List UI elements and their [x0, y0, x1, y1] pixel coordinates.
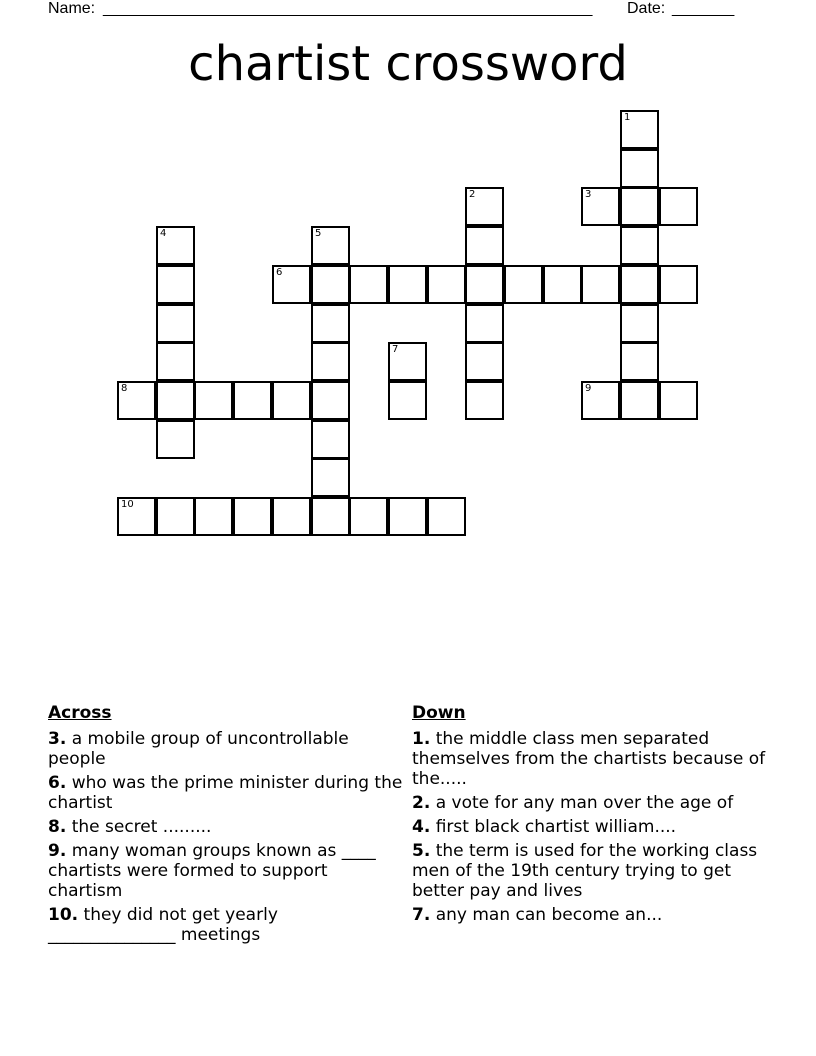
crossword-cell[interactable] [311, 458, 350, 497]
crossword-cell[interactable] [620, 149, 659, 188]
across-clues [48, 703, 406, 949]
clue-number: 7 [392, 344, 399, 355]
crossword-cell[interactable] [311, 381, 350, 420]
crossword-cell[interactable] [620, 226, 659, 265]
crossword-cell[interactable] [465, 381, 504, 420]
across-clue [48, 729, 406, 769]
clue-number: 6 [276, 267, 283, 278]
clue-number-label: 9. [48, 841, 67, 861]
clue-number-label: 10. [48, 905, 79, 925]
down-clue [412, 817, 778, 837]
clue-number-label: 3. [48, 729, 67, 749]
across-heading: Across [48, 703, 112, 723]
crossword-cell[interactable] [427, 497, 466, 536]
down-heading: Down [412, 703, 466, 723]
clue-text: first black chartist william.... [430, 817, 677, 837]
crossword-cell[interactable] [620, 110, 659, 149]
crossword-cell[interactable] [156, 342, 195, 381]
crossword-cell[interactable] [311, 226, 350, 265]
down-clue [412, 905, 778, 925]
crossword-cell[interactable] [311, 304, 350, 343]
clue-number: 10 [121, 499, 134, 510]
down-clue [412, 841, 778, 901]
crossword-cell[interactable] [620, 381, 659, 420]
crossword-cell[interactable] [156, 497, 195, 536]
crossword-cell[interactable] [117, 381, 156, 420]
crossword-cell[interactable] [465, 187, 504, 226]
crossword-cell[interactable] [659, 187, 698, 226]
across-clue [48, 817, 406, 837]
crossword-cell[interactable] [388, 265, 427, 304]
clue-number: 8 [121, 383, 128, 394]
date-field-line[interactable]: _______ [672, 0, 735, 17]
clue-text: a mobile group of uncontrollable people [48, 729, 349, 769]
crossword-cell[interactable] [581, 381, 620, 420]
crossword-cell[interactable] [504, 265, 543, 304]
crossword-cell[interactable] [311, 342, 350, 381]
clue-number: 3 [585, 189, 592, 200]
crossword-cell[interactable] [659, 381, 698, 420]
page-title: chartist crossword [188, 36, 628, 92]
crossword-cell[interactable] [156, 381, 195, 420]
clue-number-label: 2. [412, 793, 431, 813]
crossword-cell[interactable] [620, 304, 659, 343]
clue-text: a vote for any man over the age of [430, 793, 734, 813]
crossword-cell[interactable] [581, 187, 620, 226]
crossword-cell[interactable] [388, 381, 427, 420]
clue-text: any man can become an... [430, 905, 663, 925]
clue-number-label: 5. [412, 841, 431, 861]
clue-text: the term is used for the working class men of the 19th century trying to get better pay and lives [412, 841, 758, 901]
crossword-cell[interactable] [581, 265, 620, 304]
date-label: Date: [627, 0, 666, 17]
crossword-cell[interactable] [311, 265, 350, 304]
crossword-cell[interactable] [194, 381, 233, 420]
crossword-cell[interactable] [156, 420, 195, 459]
crossword-cell[interactable] [427, 265, 466, 304]
name-label: Name: [48, 0, 96, 17]
crossword-cell[interactable] [156, 304, 195, 343]
crossword-cell[interactable] [311, 497, 350, 536]
clue-number-label: 8. [48, 817, 67, 837]
clue-number-label: 7. [412, 905, 431, 925]
name-field-line[interactable]: _______________________________________________________ [103, 0, 593, 17]
clue-number: 2 [469, 189, 476, 200]
across-clue [48, 905, 406, 945]
crossword-cell[interactable] [194, 497, 233, 536]
across-clue [48, 841, 406, 901]
crossword-cell[interactable] [465, 304, 504, 343]
crossword-cell[interactable] [659, 265, 698, 304]
crossword-cell[interactable] [620, 342, 659, 381]
clue-text: the middle class men separated themselves from the chartists because of the..... [412, 729, 766, 789]
crossword-cell[interactable] [543, 265, 582, 304]
across-clue-list [48, 729, 406, 945]
crossword-cell[interactable] [233, 497, 272, 536]
crossword-cell[interactable] [465, 265, 504, 304]
crossword-cell[interactable] [388, 497, 427, 536]
crossword-cell[interactable] [349, 265, 388, 304]
clue-number-label: 6. [48, 773, 67, 793]
clue-number-label: 4. [412, 817, 431, 837]
clue-number: 4 [160, 228, 167, 239]
down-clue [412, 729, 778, 789]
crossword-cell[interactable] [465, 226, 504, 265]
crossword-cell[interactable] [117, 497, 156, 536]
clue-text: they did not get yearly _______________ meetings [48, 905, 278, 945]
clue-number: 5 [315, 228, 322, 239]
clue-text: who was the prime minister during the chartist [48, 773, 403, 813]
down-clue-list [412, 729, 778, 925]
clue-number-label: 1. [412, 729, 431, 749]
down-clues [412, 703, 778, 929]
crossword-cell[interactable] [156, 226, 195, 265]
crossword-cell[interactable] [465, 342, 504, 381]
clue-number: 1 [624, 112, 631, 123]
crossword-cell[interactable] [620, 187, 659, 226]
clue-text: the secret ......... [66, 817, 212, 837]
down-clue [412, 793, 778, 813]
crossword-cell[interactable] [311, 420, 350, 459]
crossword-cell[interactable] [388, 342, 427, 381]
clue-number: 9 [585, 383, 592, 394]
crossword-cell[interactable] [272, 265, 311, 304]
across-clue [48, 773, 406, 813]
crossword-cell[interactable] [620, 265, 659, 304]
crossword-cell[interactable] [233, 381, 272, 420]
crossword-cell[interactable] [156, 265, 195, 304]
clue-text: many woman groups known as ____ chartists were formed to support chartism [48, 841, 376, 901]
crossword-cell[interactable] [272, 497, 311, 536]
crossword-cell[interactable] [272, 381, 311, 420]
crossword-cell[interactable] [349, 497, 388, 536]
